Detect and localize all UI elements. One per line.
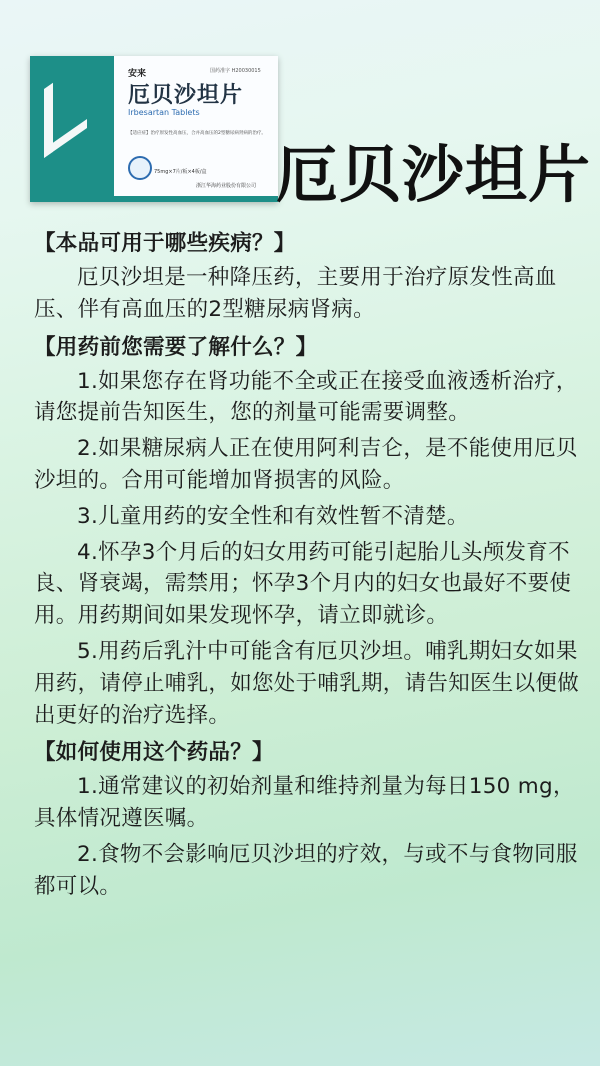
medicine-box-image (30, 56, 278, 202)
box-seal-icon (128, 156, 152, 180)
paragraph: 2.食物不会影响厄贝沙坦的疗效，与或不与食物同服都可以。 (34, 841, 578, 899)
section-heading-indications: 【本品可用于哪些疾病？】 (34, 231, 296, 256)
paragraph: 1.通常建议的初始剂量和维持剂量为每日150 mg，具体情况遵医嘱。 (34, 774, 575, 832)
box-logo-mark (44, 59, 87, 158)
page-title: 厄贝沙坦片 (276, 138, 592, 211)
box-manufacturer: 浙江华海药业股份有限公司 (196, 183, 257, 189)
box-brand: 安来 (128, 69, 147, 79)
box-approval-number: 国药准字 H20030015 (210, 68, 261, 74)
box-fine-print: 【适应症】治疗原发性高血压，合并高血压的2型糖尿病肾病的治疗。 (128, 131, 266, 136)
paragraph: 2.如果糖尿病人正在使用阿利吉仑，是不能使用厄贝沙坦的。合用可能增加肾损害的风险。 (34, 436, 578, 493)
paragraph: 4.怀孕3个月后的妇女用药可能引起胎儿头颅发育不良、肾衰竭，需禁用；怀孕3个月内的妇女也最好不要使用。用药期间如果发现怀孕，请立即就诊。 (34, 539, 572, 629)
section-heading-usage: 【如何使用这个药品？】 (34, 740, 274, 766)
box-english-name: Irbesartan Tablets (128, 108, 200, 117)
box-drug-name: 厄贝沙坦片 (128, 82, 244, 108)
paragraph: 3.儿童用药的安全性和有效性暂不清楚。 (77, 503, 469, 529)
box-side-panel (30, 56, 114, 202)
box-stripe (114, 196, 278, 202)
section-heading-precautions: 【用药前您需要了解什么？】 (34, 334, 318, 360)
paragraph: 1.如果您存在肾功能不全或正在接受血液透析治疗，请您提前告知医生，您的剂量可能需要调整。 (34, 368, 578, 426)
paragraph: 5.用药后乳汁中可能含有厄贝沙坦。哺乳期妇女如果用药，请停止哺乳，如您处于哺乳期，请告知医生以便做出更好的治疗选择。 (34, 638, 580, 728)
paragraph: 厄贝沙坦是一种降压药，主要用于治疗原发性高血压、伴有高血压的2型糖尿病肾病。 (34, 265, 557, 322)
article-body (34, 226, 580, 907)
box-spec: 75mg×7片/板×4板/盒 (154, 169, 207, 175)
